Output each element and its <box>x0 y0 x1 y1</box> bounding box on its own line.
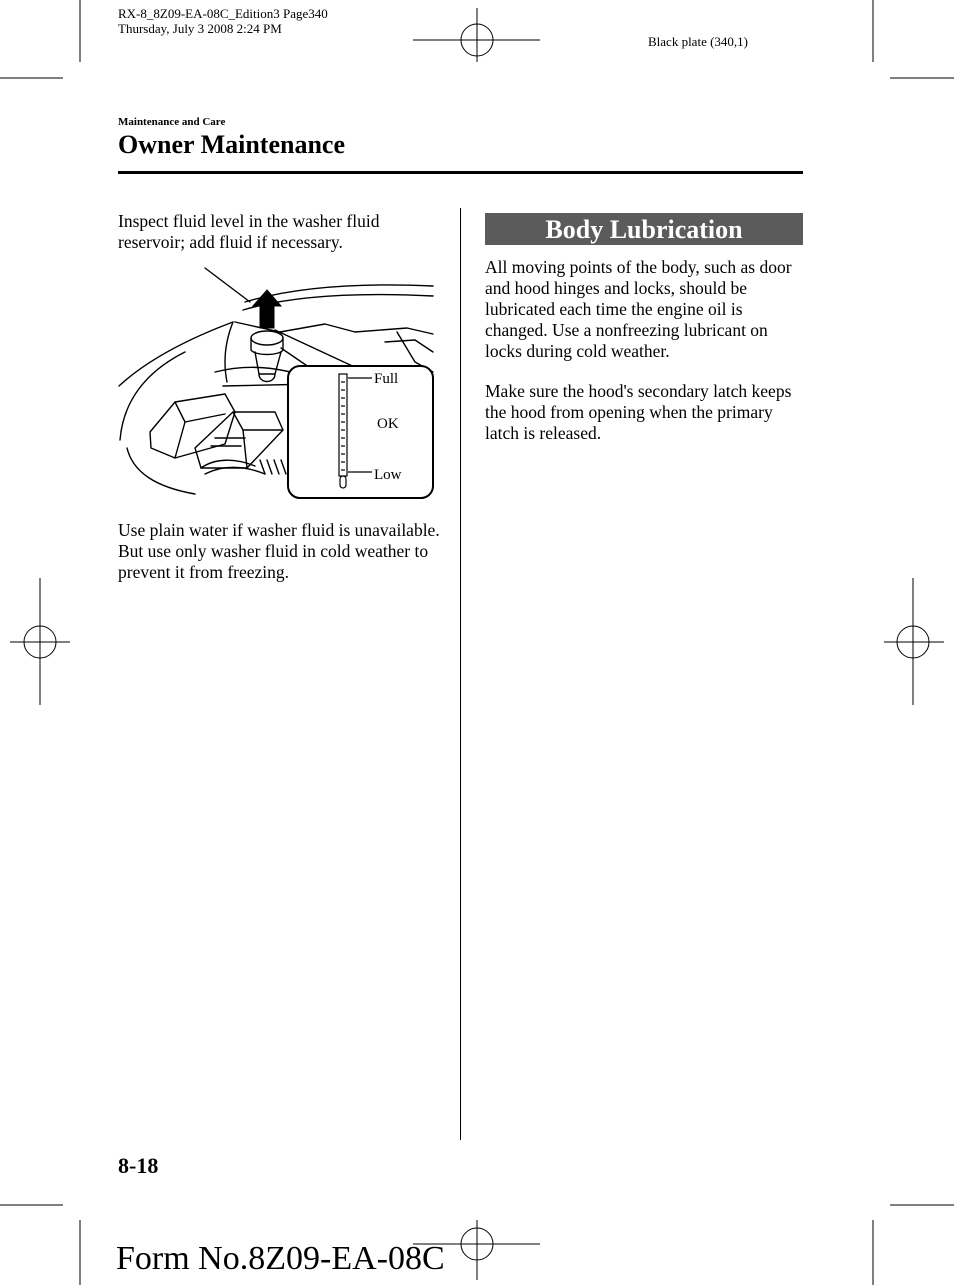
print-info-line2: Thursday, July 3 2008 2:24 PM <box>118 21 282 36</box>
title-rule <box>118 171 803 174</box>
gauge-label-ok: OK <box>377 416 399 432</box>
column-divider <box>460 208 461 1140</box>
water-note-line1: Use plain water if washer fluid is unavailable. <box>118 520 440 540</box>
washer-reservoir-illustration <box>115 262 437 502</box>
page-title: Owner Maintenance <box>118 130 345 159</box>
gauge-label-low: Low <box>374 467 402 483</box>
form-number: Form No.8Z09-EA-08C <box>116 1240 445 1277</box>
body-lubrication-banner: Body Lubrication <box>485 213 803 245</box>
water-substitute-note <box>118 520 448 583</box>
print-info-line1: RX-8_8Z09-EA-08C_Edition3 Page340 <box>118 6 328 21</box>
page-number: 8-18 <box>118 1153 159 1178</box>
gauge-label-full: Full <box>374 371 399 387</box>
water-note-line2: But use only washer fluid in cold weather to prevent it from freezing. <box>118 541 429 582</box>
section-label: Maintenance and Care <box>118 116 226 128</box>
print-info <box>118 6 328 36</box>
washer-fluid-instruction: Inspect fluid level in the washer fluid reservoir; add fluid if necessary. <box>118 211 380 252</box>
lubrication-paragraph: All moving points of the body, such as door and hood hinges and locks, should be lubricated each time the engine oil is changed. Use a nonfreezing lubricant on locks during cold weather. <box>485 257 792 361</box>
hood-latch-paragraph: Make sure the hood's secondary latch keeps the hood from opening when the primary latch is released. <box>485 381 792 443</box>
plate-info: Black plate (340,1) <box>648 34 748 49</box>
